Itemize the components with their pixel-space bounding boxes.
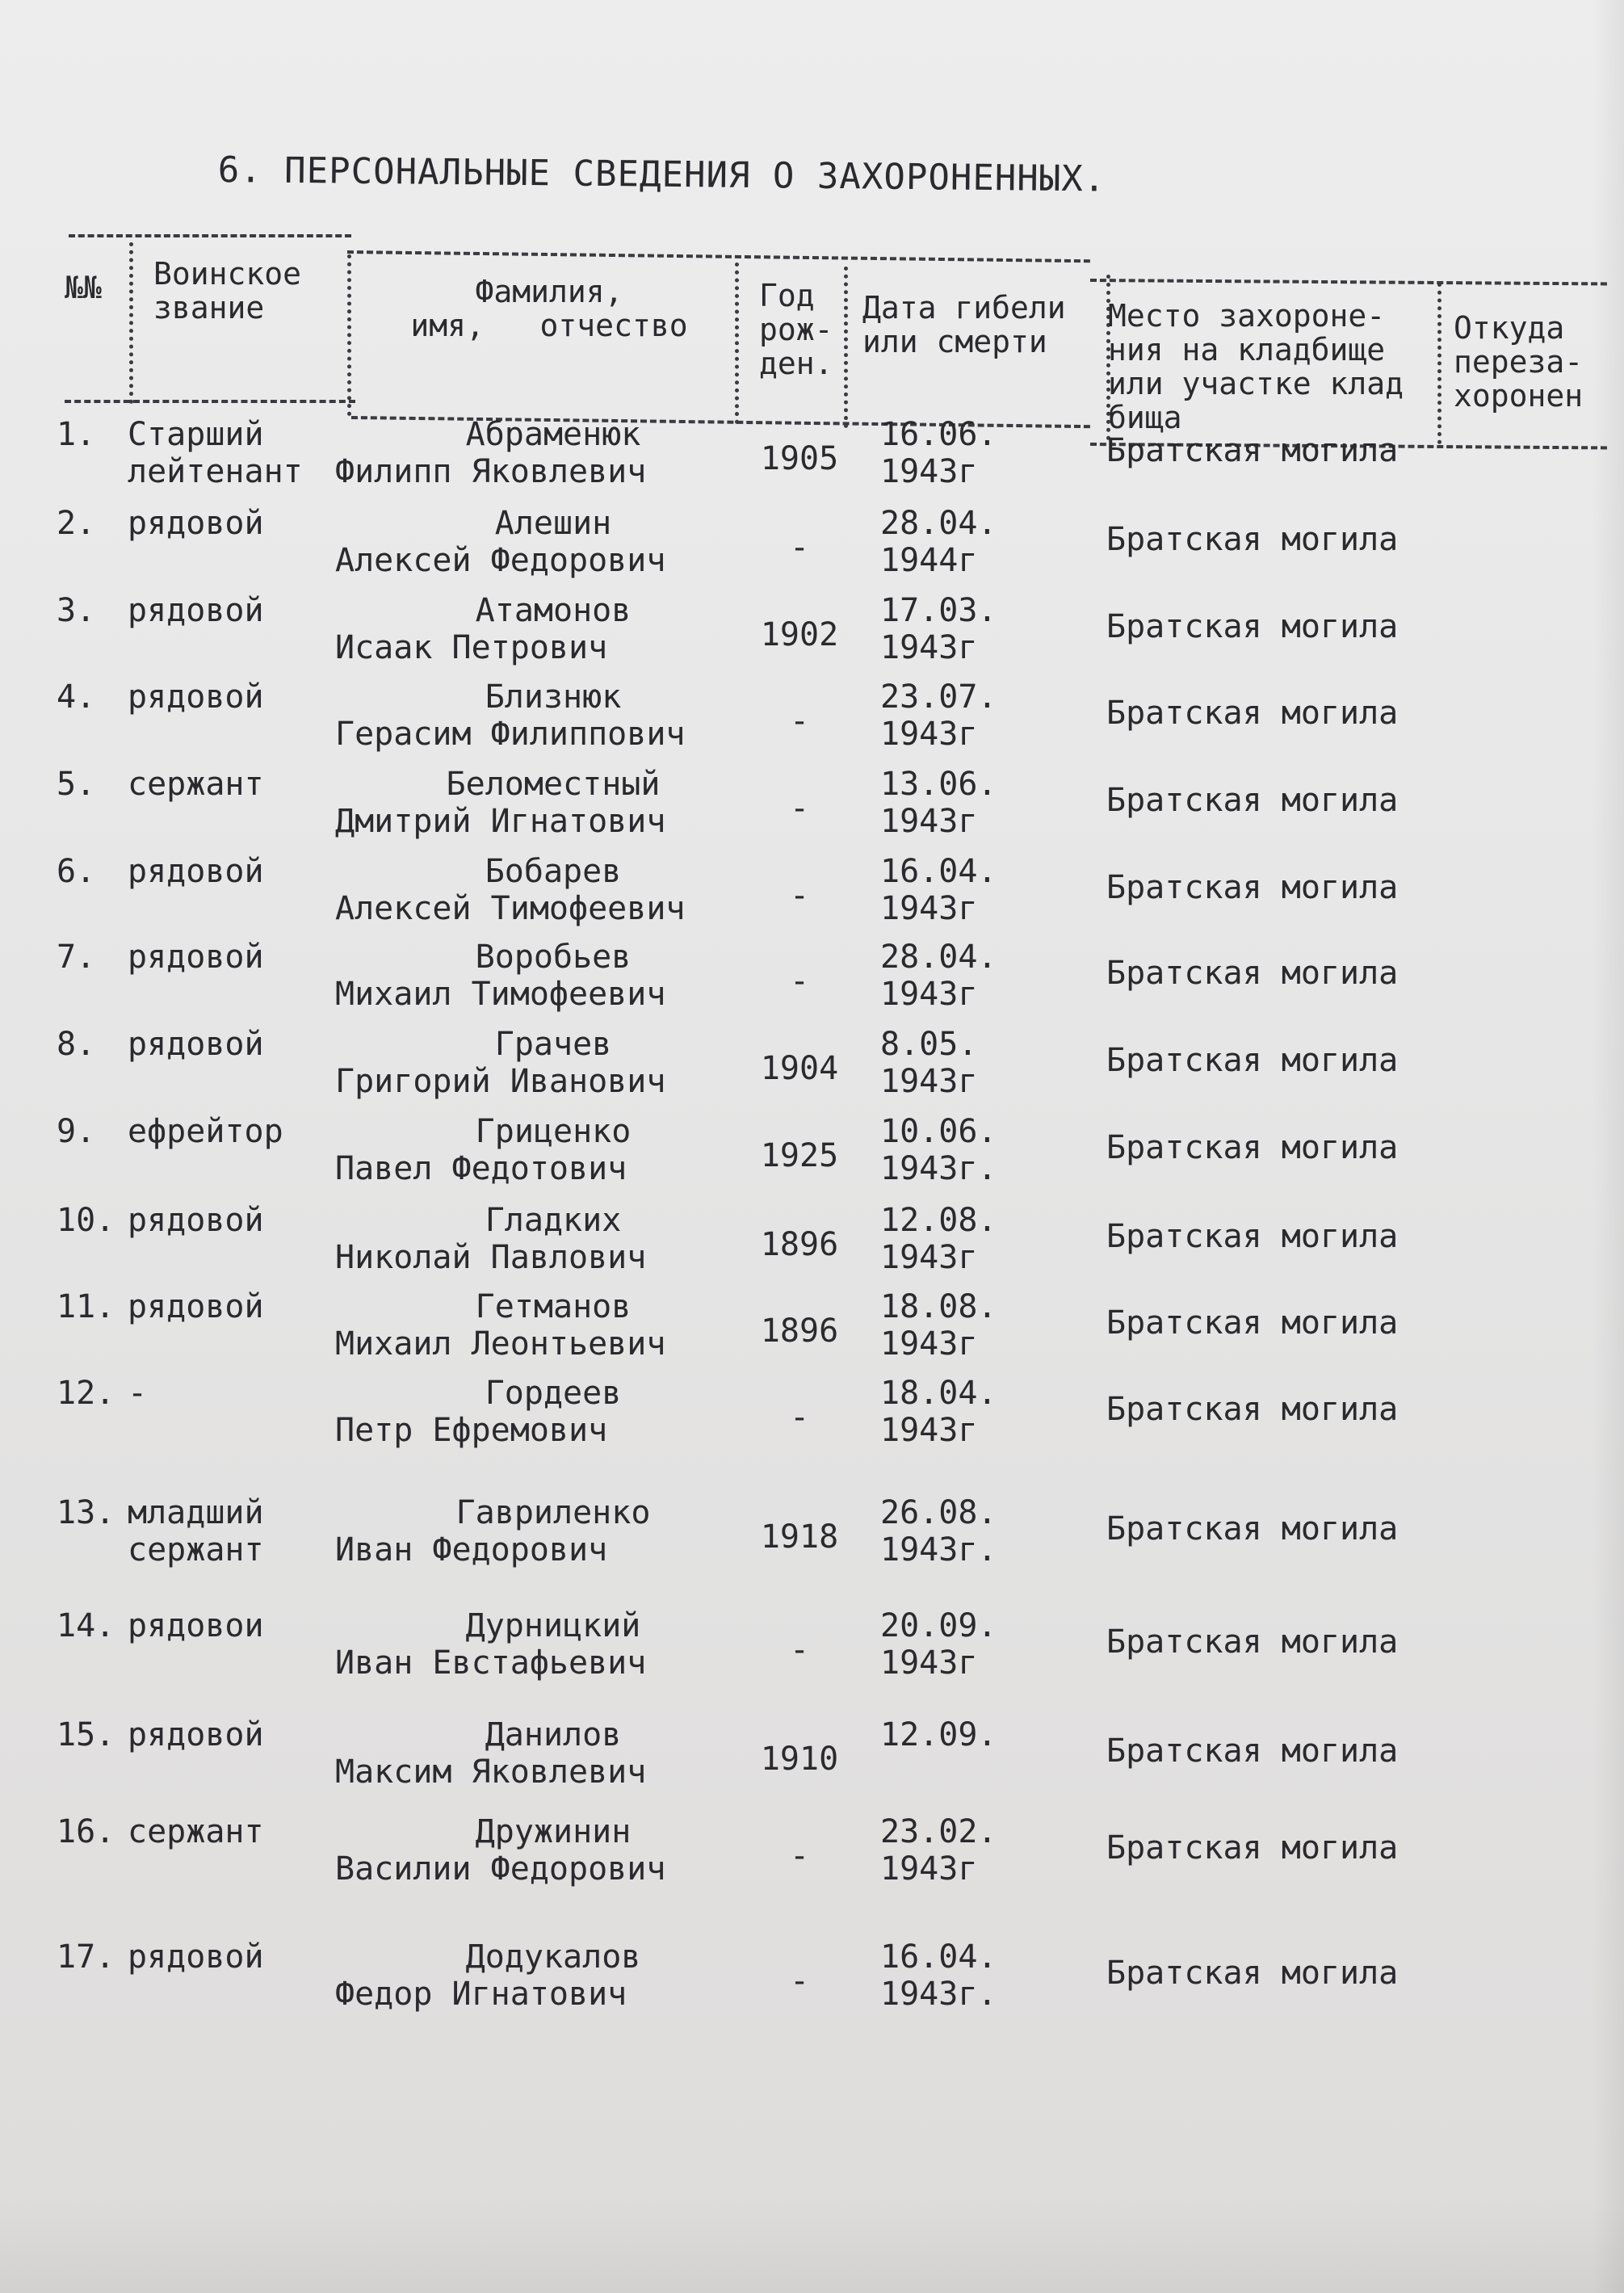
table-row <box>0 1288 1624 1377</box>
header-death-date: Дата гибели или смерти <box>862 290 1066 359</box>
header-separator-2 <box>347 254 351 416</box>
record-given-names: Филипп Яковлевич <box>335 453 647 490</box>
record-given-names: Павел Федотович <box>335 1150 627 1187</box>
table-row <box>0 505 1624 594</box>
record-rank: Старший лейтенант <box>128 416 303 490</box>
record-given-names: Исаак Петрович <box>335 629 608 666</box>
header-separator-1 <box>129 242 133 404</box>
record-birth-year: - <box>789 529 810 566</box>
record-number: 14. <box>57 1607 115 1644</box>
record-number: 8. <box>57 1026 96 1063</box>
table-row <box>0 1113 1624 1202</box>
record-birth-year: - <box>789 790 810 827</box>
record-given-names: Василии Федорович <box>335 1850 666 1888</box>
table-row <box>0 1494 1624 1583</box>
record-death-date: 23.07. 1943г <box>880 678 997 753</box>
record-full-name <box>335 592 763 666</box>
record-burial-place: Братская могила <box>1106 608 1399 645</box>
record-given-names: Алексей Тимофеевич <box>335 890 686 927</box>
record-birth-year: - <box>789 1963 810 2000</box>
table-row <box>0 592 1624 681</box>
record-burial-place: Братская могила <box>1106 1391 1399 1428</box>
record-given-names: Дмитрий Игнатович <box>335 803 666 840</box>
record-given-names: Иван Евстафьевич <box>335 1644 647 1682</box>
record-death-date: 8.05. 1943г <box>880 1026 978 1100</box>
record-rank: рядовой <box>128 505 264 542</box>
record-surname: Атамонов <box>475 592 632 629</box>
record-given-names: Михаил Леонтьевич <box>335 1325 666 1363</box>
record-surname: Гриценко <box>475 1113 632 1150</box>
record-number: 9. <box>57 1113 96 1150</box>
record-burial-place: Братская могила <box>1106 1129 1399 1166</box>
record-rank: младший сержант <box>128 1494 264 1569</box>
table-row <box>0 1026 1624 1115</box>
record-birth-year: 1904 <box>760 1050 839 1087</box>
table-row <box>0 1607 1624 1696</box>
record-rank: рядовои <box>128 1607 264 1644</box>
record-surname: Абраменюк <box>465 416 641 453</box>
record-full-name <box>335 853 763 927</box>
record-birth-year: 1905 <box>760 440 839 477</box>
header-top-rule-right <box>1090 279 1607 285</box>
record-rank: рядовой <box>128 1938 264 1976</box>
record-rank: рядовой <box>128 1288 264 1325</box>
record-given-names: Михаил Тимофеевич <box>335 976 666 1013</box>
record-death-date: 18.04. 1943г <box>880 1375 997 1449</box>
record-birth-year: - <box>789 1632 810 1669</box>
record-surname: Грачев <box>494 1026 612 1063</box>
record-death-date: 20.09. 1943г <box>880 1607 997 1682</box>
record-full-name <box>335 1494 763 1569</box>
record-birth-year: 1918 <box>760 1518 839 1556</box>
record-surname: Дружинин <box>475 1813 632 1850</box>
record-birth-year: - <box>789 1837 810 1875</box>
record-rank: рядовой <box>128 853 264 890</box>
table-row <box>0 1375 1624 1464</box>
record-rank: сержант <box>128 766 264 803</box>
record-full-name <box>335 939 763 1013</box>
record-burial-place: Братская могила <box>1106 1042 1399 1079</box>
record-birth-year: 1896 <box>760 1226 839 1263</box>
record-death-date: 16.04. 1943г. <box>880 1938 997 2013</box>
header-separator-3 <box>735 262 739 424</box>
table-row <box>0 766 1624 855</box>
record-burial-place: Братская могила <box>1106 1218 1399 1255</box>
record-death-date: 10.06. 1943г. <box>880 1113 997 1187</box>
record-surname: Близнюк <box>485 678 622 716</box>
record-full-name <box>335 1607 763 1682</box>
table-row <box>0 1938 1624 2027</box>
record-surname: Додукалов <box>465 1938 641 1976</box>
record-surname: Дурницкий <box>465 1607 641 1644</box>
record-birth-year: - <box>789 703 810 740</box>
record-full-name <box>335 1288 763 1363</box>
record-number: 12. <box>57 1375 115 1412</box>
document-title: 6. ПЕРСОНАЛЬНЫЕ СВЕДЕНИЯ О ЗАХОРОНЕННЫХ. <box>217 149 1106 200</box>
record-number: 13. <box>57 1494 115 1531</box>
record-surname: Бобарев <box>485 853 622 890</box>
record-rank: рядовой <box>128 939 264 976</box>
record-death-date: 13.06. 1943г <box>880 766 997 840</box>
record-rank: сержант <box>128 1813 264 1850</box>
record-surname: Алешин <box>494 505 612 542</box>
record-death-date: 26.08. 1943г. <box>880 1494 997 1569</box>
record-given-names: Максим Яковлевич <box>335 1753 647 1791</box>
record-number: 6. <box>57 853 96 890</box>
table-row <box>0 416 1624 505</box>
record-number: 7. <box>57 939 96 976</box>
record-burial-place: Братская могила <box>1106 695 1399 732</box>
header-rank: Воинское звание <box>153 256 302 325</box>
record-birth-year: - <box>789 1399 810 1436</box>
record-number: 5. <box>57 766 96 803</box>
record-birth-year: 1925 <box>760 1137 839 1174</box>
header-separator-4 <box>844 267 848 428</box>
record-death-date: 17.03. 1943г <box>880 592 997 666</box>
record-surname: Гавриленко <box>455 1494 651 1531</box>
table-row <box>0 939 1624 1027</box>
header-burial-place: Место захороне- ния на кладбище или участке клад бища <box>1108 298 1404 435</box>
record-rank: - <box>128 1375 148 1412</box>
record-given-names: Алексей Федорович <box>335 542 666 579</box>
record-burial-place: Братская могила <box>1106 521 1399 558</box>
record-burial-place: Братская могила <box>1106 1829 1399 1867</box>
table-row <box>0 1202 1624 1291</box>
record-full-name <box>335 1716 763 1791</box>
record-rank: рядовой <box>128 1716 264 1753</box>
record-full-name <box>335 1938 763 2013</box>
record-full-name <box>335 416 763 490</box>
record-given-names: Николай Павлович <box>335 1239 647 1276</box>
record-birth-year: - <box>789 963 810 1000</box>
record-rank: рядовой <box>128 678 264 716</box>
record-burial-place: Братская могила <box>1106 1732 1399 1770</box>
record-surname: Воробьев <box>475 939 632 976</box>
record-number: 15. <box>57 1716 115 1753</box>
record-death-date: 28.04. 1943г <box>880 939 997 1013</box>
record-death-date: 28.04. 1944г <box>880 505 997 579</box>
record-death-date: 12.08. 1943г <box>880 1202 997 1276</box>
record-given-names: Григорий Иванович <box>335 1063 666 1100</box>
record-surname: Беломестный <box>446 766 661 803</box>
record-full-name <box>335 1813 763 1888</box>
table-row <box>0 853 1624 942</box>
record-number: 4. <box>57 678 96 716</box>
record-number: 2. <box>57 505 96 542</box>
record-surname: Данилов <box>485 1716 622 1753</box>
record-surname: Гладких <box>485 1202 622 1239</box>
record-death-date: 16.04. 1943г <box>880 853 997 927</box>
record-burial-place: Братская могила <box>1106 1955 1399 1992</box>
record-full-name <box>335 1026 763 1100</box>
record-birth-year: - <box>789 877 810 914</box>
record-number: 16. <box>57 1813 115 1850</box>
record-rank: рядовой <box>128 592 264 629</box>
header-full-name: Фамилия, имя, отчество <box>410 274 688 343</box>
record-given-names: Иван Федорович <box>335 1531 608 1569</box>
record-full-name <box>335 766 763 840</box>
record-death-date: 18.08. 1943г <box>880 1288 997 1363</box>
record-surname: Гордеев <box>485 1375 622 1412</box>
record-rank: рядовой <box>128 1202 264 1239</box>
record-number: 10. <box>57 1202 115 1239</box>
record-birth-year: 1902 <box>760 616 839 653</box>
header-bottom-rule-left <box>65 400 355 403</box>
record-number: 3. <box>57 592 96 629</box>
record-full-name <box>335 1375 763 1449</box>
record-death-date: 23.02. 1943г <box>880 1813 997 1888</box>
header-birth-year: Год рож- ден. <box>759 278 833 381</box>
record-burial-place: Братская могила <box>1106 1623 1399 1661</box>
record-number: 11. <box>57 1288 115 1325</box>
record-birth-year: 1910 <box>760 1741 839 1778</box>
record-full-name <box>335 1202 763 1276</box>
record-given-names: Федор Игнатович <box>335 1976 627 2013</box>
record-burial-place: Братская могила <box>1106 1510 1399 1548</box>
record-burial-place: Братская могила <box>1106 955 1399 992</box>
record-death-date: 12.09. <box>880 1716 997 1753</box>
page-bottom-shadow <box>0 2196 1624 2293</box>
record-full-name <box>335 678 763 753</box>
record-death-date: 16.06. 1943г <box>880 416 997 490</box>
record-burial-place: Братская могила <box>1106 782 1399 819</box>
record-given-names: Герасим Филиппович <box>335 716 686 753</box>
record-surname: Гетманов <box>475 1288 632 1325</box>
record-birth-year: 1896 <box>760 1312 839 1350</box>
header-top-rule-left <box>69 234 351 237</box>
header-reburied-from: Откуда переза- хоронен <box>1454 310 1584 414</box>
record-full-name <box>335 505 763 579</box>
record-burial-place: Братская могила <box>1106 1304 1399 1342</box>
header-top-rule-mid <box>347 250 1090 262</box>
record-rank: ефрейтор <box>128 1113 283 1150</box>
record-burial-place: Братская могила <box>1106 432 1399 469</box>
table-row <box>0 1813 1624 1902</box>
record-number: 17. <box>57 1938 115 1976</box>
record-burial-place: Братская могила <box>1106 869 1399 906</box>
table-row <box>0 1716 1624 1805</box>
header-number: №№ <box>65 270 102 305</box>
record-full-name <box>335 1113 763 1187</box>
record-given-names: Петр Ефремович <box>335 1412 608 1449</box>
table-row <box>0 678 1624 767</box>
record-number: 1. <box>57 416 96 453</box>
record-rank: рядовой <box>128 1026 264 1063</box>
